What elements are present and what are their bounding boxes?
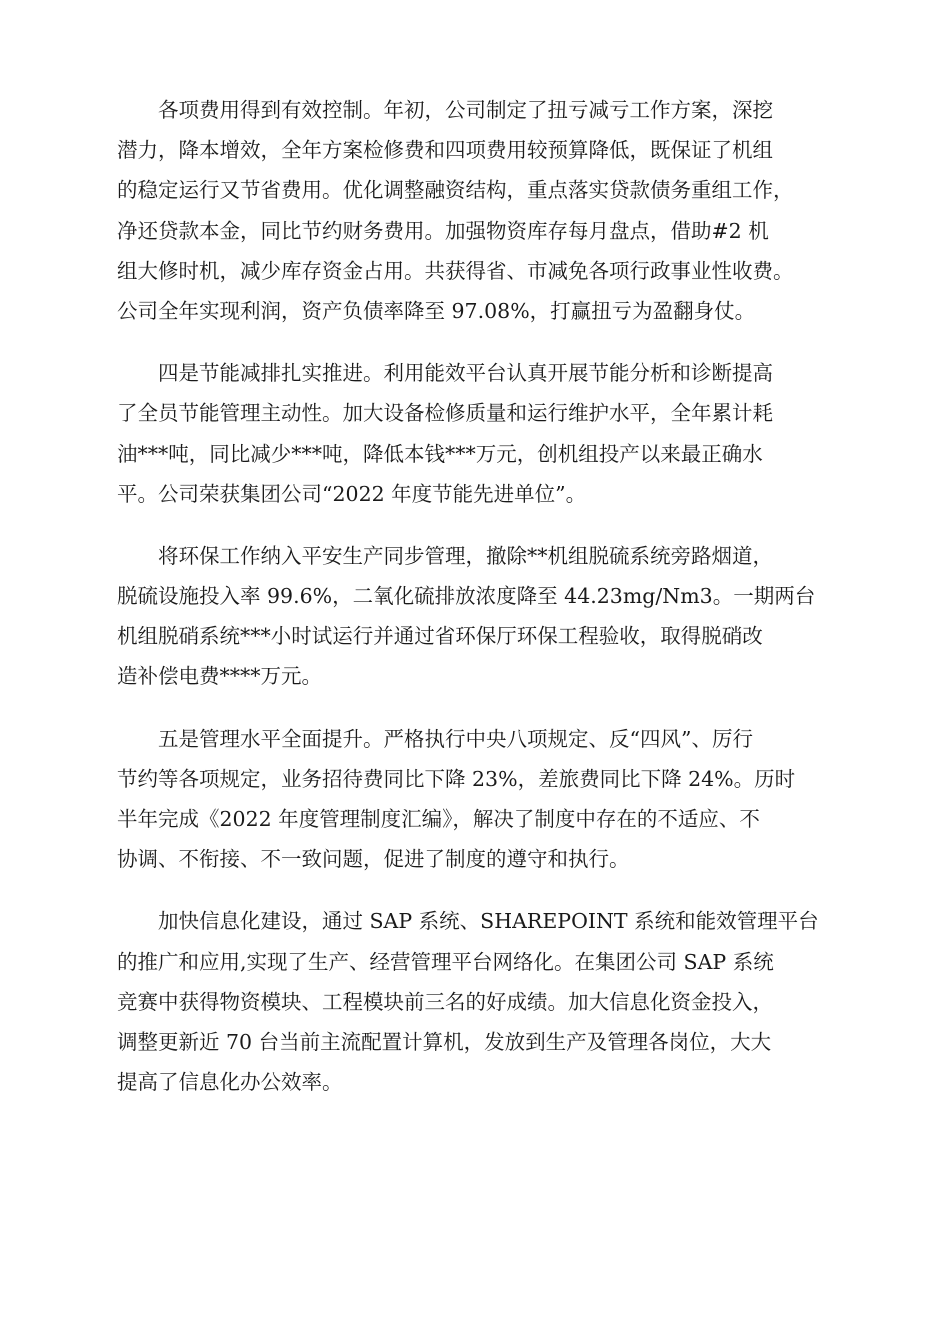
- text-line: 协调、不衔接、不一致问题，促进了制度的遵守和执行。: [117, 847, 630, 872]
- text-line: 半年完成《2022 年度管理制度汇编》，解决了制度中存在的不适应、不: [117, 807, 760, 831]
- text-line: 造补偿电费****万元。: [117, 664, 322, 689]
- text-line: 油***吨，同比减少***吨，降低本钱***万元，创机组投产以来最正确水: [117, 441, 763, 466]
- paragraph-management: [117, 719, 842, 880]
- text-line: 脱硫设施投入率 99.6%，二氧化硫排放浓度降至 44.23mg/Nm3。一期两台: [117, 584, 816, 609]
- text-line: 公司全年实现利润，资产负债率降至 97.08%，打赢扭亏为盈翻身仗。: [117, 298, 756, 323]
- text-line: 潜力，降本增效，全年方案检修费和四项费用较预算降低，既保证了机组: [117, 138, 773, 163]
- text-line: 了全员节能管理主动性。加大设备检修质量和运行维护水平，全年累计耗: [117, 401, 773, 426]
- text-line: 节约等各项规定，业务招待费同比下降 23%，差旅费同比下降 24%。历时: [117, 766, 796, 791]
- text-line: 净还贷款本金，同比节约财务费用。加强物资库存每月盘点，借助#2 机: [117, 218, 769, 243]
- text-line: 的稳定运行又节省费用。优化调整融资结构，重点落实贷款债务重组工作，: [117, 178, 794, 203]
- text-line: 提高了信息化办公效率。: [117, 1070, 343, 1095]
- paragraph-cost-control: [117, 90, 842, 331]
- text-line: 各项费用得到有效控制。年初，公司制定了扭亏减亏工作方案，深挖: [158, 98, 773, 122]
- text-line: 竞赛中获得物资模块、工程模块前三名的好成绩。加大信息化资金投入，: [117, 989, 773, 1014]
- text-line: 平。公司荣获集团公司“2022 年度节能先进单位”。: [117, 481, 587, 506]
- paragraph-environmental: [117, 536, 842, 697]
- text-line: 的推广和应用,实现了生产、经营管理平台网络化。在集团公司 SAP 系统: [117, 949, 774, 974]
- text-line: 组大修时机，减少库存资金占用。共获得省、市减免各项行政事业性收费。: [117, 258, 794, 283]
- paragraph-energy-saving: [117, 353, 842, 514]
- text-line: 五是管理水平全面提升。严格执行中央八项规定、反“四风”、厉行: [158, 726, 753, 751]
- paragraph-informatization: [117, 901, 842, 1102]
- text-line: 机组脱硝系统***小时试运行并通过省环保厅环保工程验收，取得脱硝改: [117, 624, 763, 649]
- text-line: 加快信息化建设，通过 SAP 系统、SHAREPOINT 系统和能效管理平台: [158, 909, 819, 934]
- text-line: 四是节能减排扎实推进。利用能效平台认真开展节能分析和诊断提高: [158, 361, 773, 386]
- text-line: 调整更新近 70 台当前主流配置计算机，发放到生产及管理各岗位，大大: [117, 1029, 772, 1054]
- document-body: [117, 90, 842, 1124]
- text-line: 将环保工作纳入平安生产同步管理，撤除**机组脱硫系统旁路烟道，: [158, 543, 773, 568]
